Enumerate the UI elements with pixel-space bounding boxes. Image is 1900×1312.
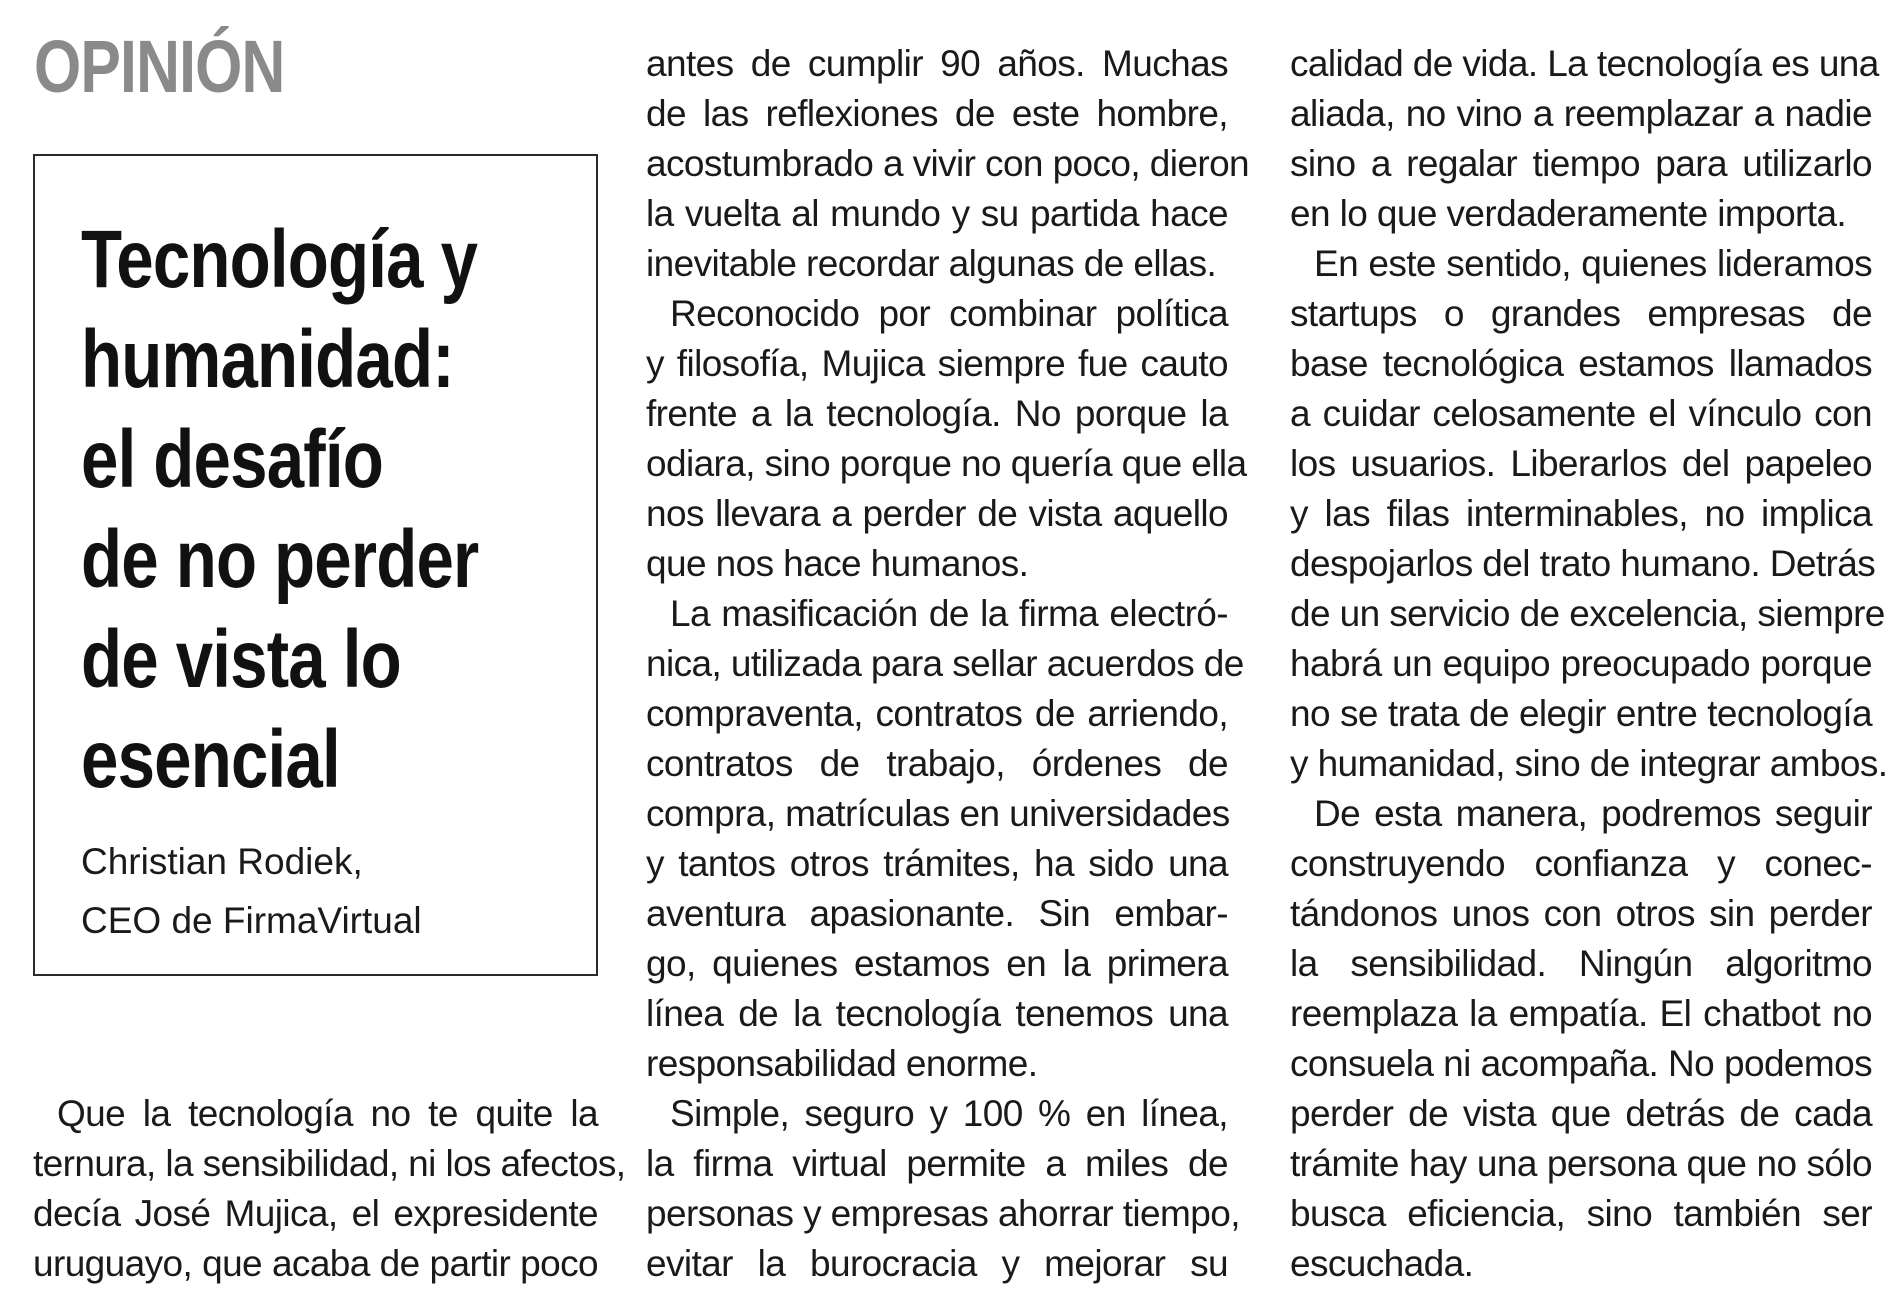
text-line: perder de vista que detrás de cada xyxy=(1290,1093,1872,1134)
text-line: aventura apasionante. Sin embar- xyxy=(646,893,1228,934)
byline xyxy=(81,832,422,950)
text-line: go, quienes estamos en la primera xyxy=(646,943,1228,984)
article-column-1 xyxy=(33,1089,626,1289)
text-line: decía José Mujica, el expresidente xyxy=(33,1193,598,1234)
text-line: Reconocido por combinar política xyxy=(670,293,1228,334)
text-line: aliada, no vino a reemplazar a nadie xyxy=(1290,93,1872,134)
headline-line: Tecnología y xyxy=(81,214,478,305)
text-line: sino a regalar tiempo para utilizarlo xyxy=(1290,143,1872,184)
text-line: escuchada. xyxy=(1290,1243,1474,1284)
text-line: contratos de trabajo, órdenes de xyxy=(646,743,1228,784)
text-line: despojarlos del trato humano. Detrás xyxy=(1290,543,1876,584)
text-line: y las filas interminables, no implica xyxy=(1290,493,1872,534)
text-line: ternura, la sensibilidad, ni los afectos, xyxy=(33,1143,626,1184)
headline xyxy=(81,210,573,810)
headline-line: esencial xyxy=(81,714,340,805)
text-line: compraventa, contratos de arriendo, xyxy=(646,693,1228,734)
author-name: Christian Rodiek, xyxy=(81,841,363,882)
text-line: tándonos unos con otros sin perder xyxy=(1290,893,1872,934)
text-line: calidad de vida. La tecnología es una xyxy=(1290,43,1879,84)
section-label: OPINIÓN xyxy=(34,25,285,108)
text-line: la sensibilidad. Ningún algoritmo xyxy=(1290,943,1872,984)
text-line: trámite hay una persona que no sólo xyxy=(1290,1143,1872,1184)
headline-box xyxy=(33,154,598,976)
text-line: consuela ni acompaña. No podemos xyxy=(1290,1043,1872,1084)
author-role: CEO de FirmaVirtual xyxy=(81,900,422,941)
text-line: Simple, seguro y 100 % en línea, xyxy=(670,1093,1228,1134)
text-line: evitar la burocracia y mejorar su xyxy=(646,1243,1228,1284)
text-line: frente a la tecnología. No porque la xyxy=(646,393,1228,434)
text-line: Que la tecnología no te quite la xyxy=(57,1093,598,1134)
text-line: los usuarios. Liberarlos del papeleo xyxy=(1290,443,1872,484)
headline-line: de no perder xyxy=(81,514,479,605)
text-line: busca eficiencia, sino también ser xyxy=(1290,1193,1872,1234)
text-line: construyendo confianza y conec- xyxy=(1290,843,1872,884)
article-column-2 xyxy=(646,39,1250,1289)
text-line: compra, matrículas en universidades xyxy=(646,793,1230,834)
text-line: antes de cumplir 90 años. Muchas xyxy=(646,43,1228,84)
text-line: nica, utilizada para sellar acuerdos de xyxy=(646,643,1244,684)
headline-line: el desafío xyxy=(81,414,383,505)
text-line: la vuelta al mundo y su partida hace xyxy=(646,193,1228,234)
text-line: la firma virtual permite a miles de xyxy=(646,1143,1228,1184)
text-line: responsabilidad enorme. xyxy=(646,1043,1038,1084)
text-line: De esta manera, podremos seguir xyxy=(1314,793,1872,834)
text-line: y filosofía, Mujica siempre fue cauto xyxy=(646,343,1228,384)
text-line: base tecnológica estamos llamados xyxy=(1290,343,1872,384)
text-line: uruguayo, que acaba de partir poco xyxy=(33,1243,598,1284)
text-line: reemplaza la empatía. El chatbot no xyxy=(1290,993,1872,1034)
text-line: y humanidad, sino de integrar ambos. xyxy=(1290,743,1888,784)
headline-line: de vista lo xyxy=(81,614,401,705)
article-column-3 xyxy=(1290,39,1888,1289)
text-line: personas y empresas ahorrar tiempo, xyxy=(646,1193,1240,1234)
text-line: acostumbrado a vivir con poco, dieron xyxy=(646,143,1250,184)
headline-line: humanidad: xyxy=(81,314,454,405)
text-line: inevitable recordar algunas de ellas. xyxy=(646,243,1217,284)
text-line: nos llevara a perder de vista aquello xyxy=(646,493,1228,534)
text-line: y tantos otros trámites, ha sido una xyxy=(646,843,1228,884)
text-line: La masificación de la firma electró- xyxy=(670,593,1228,634)
text-line: En este sentido, quienes lideramos xyxy=(1314,243,1872,284)
text-line: de un servicio de excelencia, siempre xyxy=(1290,593,1885,634)
text-line: que nos hace humanos. xyxy=(646,543,1029,584)
text-line: startups o grandes empresas de xyxy=(1290,293,1872,334)
text-line: habrá un equipo preocupado porque xyxy=(1290,643,1872,684)
text-line: odiara, sino porque no quería que ella xyxy=(646,443,1247,484)
text-line: de las reflexiones de este hombre, xyxy=(646,93,1228,134)
text-line: línea de la tecnología tenemos una xyxy=(646,993,1228,1034)
text-line: en lo que verdaderamente importa. xyxy=(1290,193,1847,234)
text-line: a cuidar celosamente el vínculo con xyxy=(1290,393,1872,434)
text-line: no se trata de elegir entre tecnología xyxy=(1290,693,1872,734)
